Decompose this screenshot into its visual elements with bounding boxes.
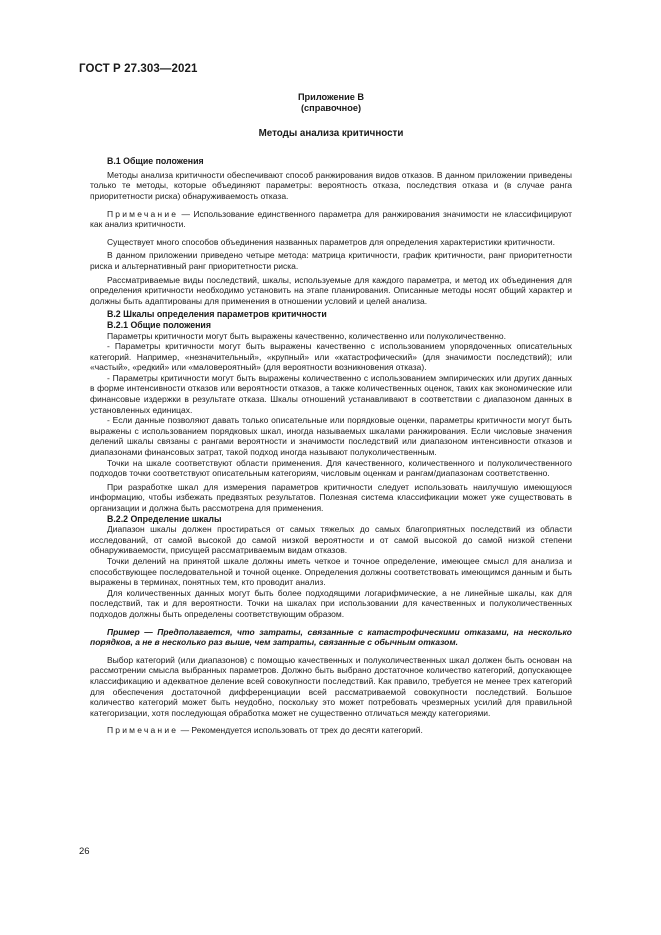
paragraph: Точки делений на принятой шкале должны иметь четкое и точное определение, имеющее смысл для анализа и способствующее последовательной и точной оценке. Определения должны соответствовать имеющимся данным и быть выражены в терминах, понятных тем, кто проводит анализ. xyxy=(90,555,572,588)
paragraph: При разработке шкал для измерения параметров критичности следует использовать наилучшую имеющуюся информацию, чтобы избежать предвзятых результатов. Полезная система классификации может уже существовать в организации и должна быть рассмотрена для применения. xyxy=(90,481,572,513)
note-text: — Использование единственного параметра для ранжирования значимости не классифицируют как анализ критичности. xyxy=(90,208,572,230)
paragraph: - Параметры критичности могут быть выражены количественно с использованием эмпирических или других данных в форме интенсивности отказов или вероятности отказов, а также количественных оценок, таких как экономические или финансовые издержки в результате отказа. Шкалы отношений устанавливают в соответствии с диапазоном данных в установленных единицах. xyxy=(90,372,572,415)
standard-header: ГОСТ Р 27.303—2021 xyxy=(79,63,198,75)
annex-title: Методы анализа критичности xyxy=(258,127,404,139)
note-label: Примечание xyxy=(107,725,179,736)
subsection-b21-heading: В.2.1 Общие положения xyxy=(107,319,211,330)
note-paragraph xyxy=(90,725,572,736)
section-b1-heading: В.1 Общие положения xyxy=(107,156,204,167)
paragraph: - Параметры критичности могут быть выражены качественно с использованием упорядоченных описательных категорий. Например, «незначительный», «крупный» или «катастрофический» (для значимости последствий); или «частый», «редкий» или «маловероятный» (для вероятности возникновения отказа). xyxy=(90,341,572,373)
example-paragraph: Пример — Предполагается, что затраты, связанные с катастрофическими отказами, на несколько порядков, а не в несколько раз выше, чем затраты, связанные с обычным отказом. xyxy=(90,626,572,648)
note-paragraph xyxy=(90,209,572,230)
paragraph: Параметры критичности могут быть выражены качественно, количественно или полуколичественно. xyxy=(107,330,506,341)
page-number: 26 xyxy=(79,846,90,857)
paragraph: Рассматриваемые виды последствий, шкалы, используемые для каждого параметра, и метод их объединения для определения критичности необходимо установить на этапе планирования. Описанные методы носят общий характер и должны быть адаптированы для применения в отношении условий и целей анализа. xyxy=(90,274,572,306)
paragraph: Для количественных данных могут быть более подходящими логарифмические, а не линейные шкалы, как для последствий, так и для вероятности. Точки на шкалах при использовании для качественных и полуколичественных подходов должны быть определены соответствующим образом. xyxy=(90,587,572,619)
paragraph: - Если данные позволяют давать только описательные или порядковые оценки, параметры критичности могут быть выражены с использованием порядковых шкал, иногда называемых шкалами ранжирования. Если числовые значения делений шкалы связаны с рангами вероятности и значимости последствий или диапазоном интенсивности отказов и диапазонами финансовых затрат, такой подход иногда называют полуколичественным. xyxy=(90,415,572,458)
section-b2-heading: В.2 Шкалы определения параметров критичности xyxy=(107,309,327,320)
paragraph: В данном приложении приведено четыре метода: матрица критичности, график критичности, ранг приоритетности риска и альтернативный ранг приоритетности риска. xyxy=(90,250,572,271)
paragraph: Точки на шкале соответствуют области применения. Для качественного, количественного и полуколичественного подходов точки соответствуют описательным категориям, числовым оценкам и рангам/диапазонам соответственно. xyxy=(90,457,572,479)
annex-type: (справочное) xyxy=(300,102,361,113)
paragraph: Выбор категорий (или диапазонов) с помощью качественных и полуколичественных шкал должен быть основан на рассмотрении смысла выбранных параметров. Должно быть выбрано достаточное количество категорий, допускающее классификацию и адекватное деление всей совокупности последствий. Как правило, требуется не менее трех категорий для обеспечения достаточной дифференциации всей рассматриваемой совокупности последствий. Большое количество категорий может быть неудобно, поскольку это может потребовать чрезмерных усилий для правильной категоризации, хотя последующая обработка может не существенно отличаться между категориями. xyxy=(90,654,572,718)
annex-label: Приложение В xyxy=(297,92,365,102)
note-text: — Рекомендуется использовать от трех до десяти категорий. xyxy=(178,725,423,736)
paragraph: Методы анализа критичности обеспечивают способ ранжирования видов отказов. В данном приложении приведены только те методы, которые объединяют параметры: вероятность отказа, последствия отказа и (в случае ранга приоритетности риска) обнаруживаемость отказа. xyxy=(90,169,572,201)
document-body xyxy=(90,90,572,736)
subsection-b22-heading: В.2.2 Определение шкалы xyxy=(107,513,222,524)
note-label: Примечание xyxy=(107,208,179,219)
paragraph: Диапазон шкалы должен простираться от самых тяжелых до самых благоприятных последствий из области исследований, от самой высокой до самой низкой вероятности и от самой высокой до самой низкой степени обнаруживаемости, присущей рассматриваемым видам отказов. xyxy=(90,524,572,556)
paragraph: Существует много способов объединения названных параметров для определения характеристики критичности. xyxy=(107,236,556,247)
